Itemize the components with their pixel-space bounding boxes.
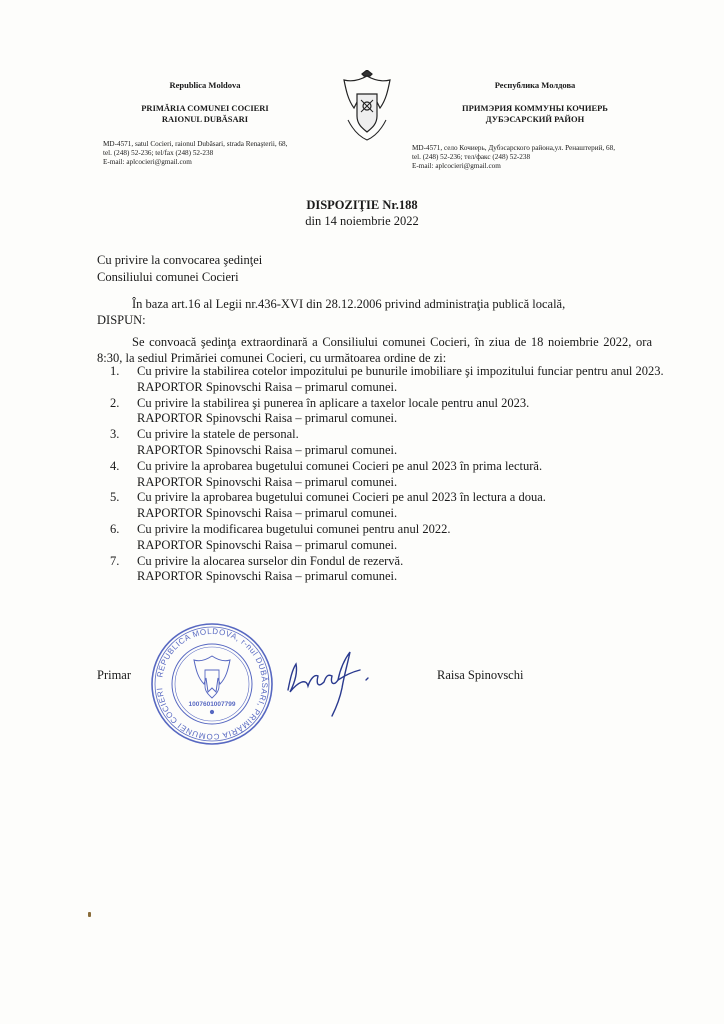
signature-role: Primar bbox=[97, 668, 132, 682]
agenda-text: Cu privire la statele de personal. bbox=[137, 427, 299, 442]
address-right bbox=[412, 144, 682, 171]
agenda-item bbox=[110, 490, 670, 506]
agenda-number: 1. bbox=[110, 364, 120, 378]
agenda-rapporteur: RAPORTOR Spinovschi Raisa – primarul comunei. bbox=[137, 506, 398, 521]
agenda-text: Cu privire la stabilirea cotelor impozitului pe bunurile imobiliare şi impozitului funciar pentru anul 2023. bbox=[137, 364, 664, 378]
header-right-institution: ПРИМЭРИЯ КОММУНЫ КОЧИЕРЬ bbox=[462, 103, 608, 113]
header-left-country: Republica Moldova bbox=[169, 80, 241, 90]
header-left-district: RAIONUL DUBĂSARI bbox=[161, 114, 249, 124]
header-right-country: Республика Молдова bbox=[494, 80, 576, 90]
header-right bbox=[420, 80, 650, 125]
convocation-paragraph: Se convoacă şedinţa extraordinară a Consiliului comunei Cocieri, în ziua de 18 noiembrie 2022, ora 8:30, la sediul Primăriei comunei Cocieri, cu următoarea ordine de zi: bbox=[97, 335, 652, 365]
agenda-rapporteur: RAPORTOR Spinovschi Raisa – primarul comunei. bbox=[137, 442, 398, 457]
agenda-number: 4. bbox=[110, 458, 120, 473]
header-left bbox=[90, 80, 320, 125]
agenda-item bbox=[110, 396, 670, 412]
agenda-item bbox=[110, 522, 670, 538]
address-right-email: E-mail: aplcocieri@gmail.com bbox=[412, 162, 501, 170]
coat-of-arms-icon bbox=[338, 70, 396, 142]
document-date: din 14 noiembrie 2022 bbox=[305, 214, 419, 228]
paper-mark bbox=[88, 912, 91, 917]
agenda-text: Cu privire la stabilirea şi punerea în aplicare a taxelor locale pentru anul 2023. bbox=[137, 395, 530, 410]
agenda-text: Cu privire la aprobarea bugetului comunei Cocieri pe anul 2023 în lectura a doua. bbox=[137, 490, 546, 505]
address-right-line: MD-4571, село Кочиерь, Дубэсарского района,ул. Ренаштерий, 68, bbox=[412, 144, 615, 152]
agenda-list bbox=[110, 364, 670, 585]
address-left-line: MD-4571, satul Cocieri, raionul Dubăsari, strada Renaşterii, 68, bbox=[103, 140, 288, 148]
agenda-number: 2. bbox=[110, 395, 120, 410]
header-left-institution: PRIMĂRIA COMUNEI COCIERI bbox=[141, 103, 269, 113]
address-left-email: E-mail: aplcocieri@gmail.com bbox=[103, 158, 192, 166]
address-right-phone: tel. (248) 52-236; тел/факс (248) 52-238 bbox=[412, 153, 531, 161]
agenda-text: Cu privire la aprobarea bugetului comunei Cocieri pe anul 2023 în prima lectură. bbox=[137, 458, 543, 473]
agenda-rapporteur: RAPORTOR Spinovschi Raisa – primarul comunei. bbox=[137, 411, 398, 426]
agenda-number: 5. bbox=[110, 490, 120, 505]
dispun-label: DISPUN: bbox=[97, 313, 146, 327]
official-stamp-icon bbox=[148, 620, 276, 748]
signature-name: Raisa Spinovschi bbox=[437, 668, 524, 682]
agenda-number: 6. bbox=[110, 521, 120, 536]
agenda-rapporteur: RAPORTOR Spinovschi Raisa – primarul comunei. bbox=[137, 474, 398, 489]
address-left bbox=[103, 140, 363, 167]
agenda-number: 7. bbox=[110, 553, 120, 568]
address-left-phone: tel. (248) 52-236; tel/fax (248) 52-238 bbox=[103, 149, 214, 157]
agenda-rapporteur: RAPORTOR Spinovschi Raisa – primarul comunei. bbox=[137, 569, 398, 584]
subject-line: Cu privire la convocarea şedinţei bbox=[97, 253, 263, 267]
document-title: DISPOZIŢIE Nr.188 bbox=[306, 198, 418, 212]
agenda-item bbox=[110, 554, 670, 570]
agenda-item bbox=[110, 364, 670, 380]
agenda-rapporteur: RAPORTOR Spinovschi Raisa – primarul comunei. bbox=[137, 379, 398, 394]
legal-basis: În baza art.16 al Legii nr.436-XVI din 28.12.2006 privind administraţia publică locală, bbox=[132, 297, 566, 311]
subject-line: Consiliului comunei Cocieri bbox=[97, 270, 239, 284]
stamp-outer-text: REPUBLICA MOLDOVA, r-nul DUBĂSARI, PRIMĂRIA COMUNEI COCIERI bbox=[155, 626, 270, 742]
agenda-text: Cu privire la modificarea bugetului comunei pentru anul 2022. bbox=[137, 521, 451, 536]
stamp-code: 1007601007799 bbox=[188, 701, 236, 708]
agenda-number: 3. bbox=[110, 427, 120, 442]
agenda-text: Cu privire la alocarea surselor din Fondul de rezervă. bbox=[137, 553, 404, 568]
agenda-rapporteur: RAPORTOR Spinovschi Raisa – primarul comunei. bbox=[137, 537, 398, 552]
document-subject bbox=[97, 252, 262, 286]
agenda-item bbox=[110, 427, 670, 443]
header-right-district: ДУБЭСАРСКИЙ РАЙОН bbox=[485, 114, 585, 124]
agenda-item bbox=[110, 459, 670, 475]
handwritten-signature bbox=[278, 640, 388, 720]
